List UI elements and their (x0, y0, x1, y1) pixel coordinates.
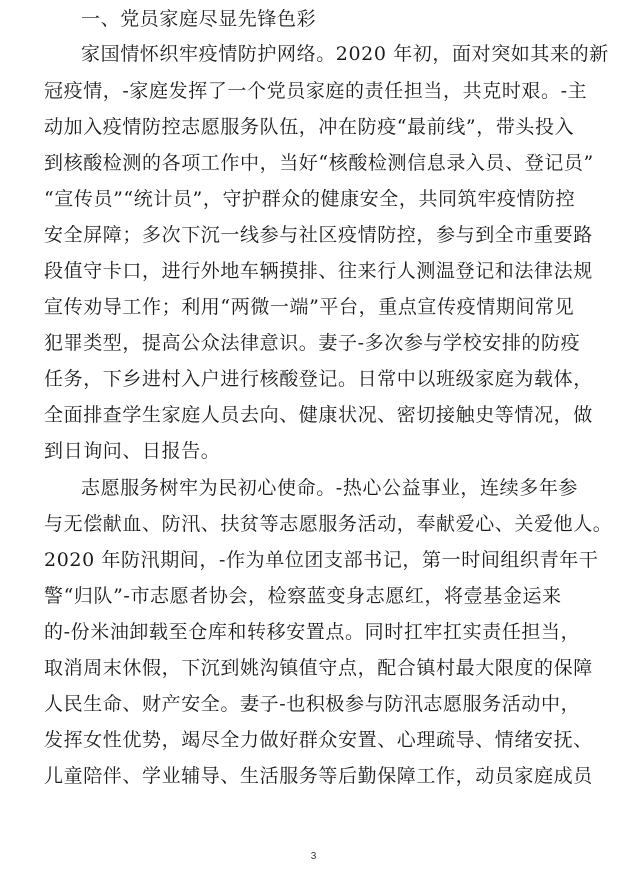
paragraph-line: 段值守卡口，进行外地车辆摸排、往来行人测温登记和法律法规 (44, 260, 593, 282)
page-number: 3 (310, 851, 317, 862)
paragraph-line: 的-份米油卸载至仓库和转移安置点。同时扛牢扛实责任担当， (44, 621, 581, 643)
paragraph-line: 冠疫情，-家庭发挥了一个党员家庭的责任担当，共克时艰。-主 (44, 80, 588, 102)
paragraph-line: 宣传劝导工作；利用“两微一端”平台，重点宣传疫情期间常见 (44, 296, 575, 318)
paragraph-line: 儿童陪伴、学业辅导、生活服务等后勤保障工作，动员家庭成员 (44, 765, 593, 787)
paragraph-line: 志愿服务树牢为民初心使命。-热心公益事业，连续多年参 (81, 477, 579, 499)
paragraph-line: 取消周末休假，下沉到姚沟镇值守点，配合镇村最大限度的保障 (44, 657, 593, 679)
paragraph-line: 全面排查学生家庭人员去向、健康状况、密切接触史等情况，做 (44, 404, 593, 426)
section-heading: 一、党员家庭尽显先锋色彩 (81, 8, 317, 30)
paragraph-line: 任务，下乡进村入户进行核酸登记。日常中以班级家庭为载体， (44, 368, 593, 390)
paragraph-line: 到日询问、日报告。 (44, 440, 221, 462)
paragraph-line: “宣传员”“统计员”，守护群众的健康安全，共同筑牢疫情防控 (44, 188, 576, 210)
paragraph-line: 家国情怀织牢疫情防护网络。2020 年初，面对突如其来的新 (81, 43, 609, 65)
paragraph-line: 发挥女性优势，竭尽全力做好群众安置、心理疏导、情绪安抚、 (44, 729, 593, 751)
paragraph-line: 犯罪类型，提高公众法律意识。妻子-多次参与学校安排的防疫 (44, 332, 581, 354)
paragraph-line: 2020 年防汛期间，-作为单位团支部书记，第一时间组织青年干 (44, 549, 599, 571)
paragraph-line: 动加入疫情防控志愿服务队伍，冲在防疫“最前线”，带头投入 (44, 116, 575, 138)
paragraph-line: 与无偿献血、防汛、扶贫等志愿服务活动，奉献爱心、关爱他人。 (44, 513, 613, 535)
paragraph-line: 到核酸检测的各项工作中，当好“核酸检测信息录入员、登记员” (44, 152, 594, 174)
paragraph-line: 警“归队”-市志愿者协会，检察蓝变身志愿红，将壹基金运来 (44, 585, 562, 607)
paragraph-line: 人民生命、财产安全。妻子-也积极参与防汛志愿服务活动中， (44, 693, 581, 715)
paragraph-line: 安全屏障；多次下沉一线参与社区疫情防控，参与到全市重要路 (44, 224, 593, 246)
